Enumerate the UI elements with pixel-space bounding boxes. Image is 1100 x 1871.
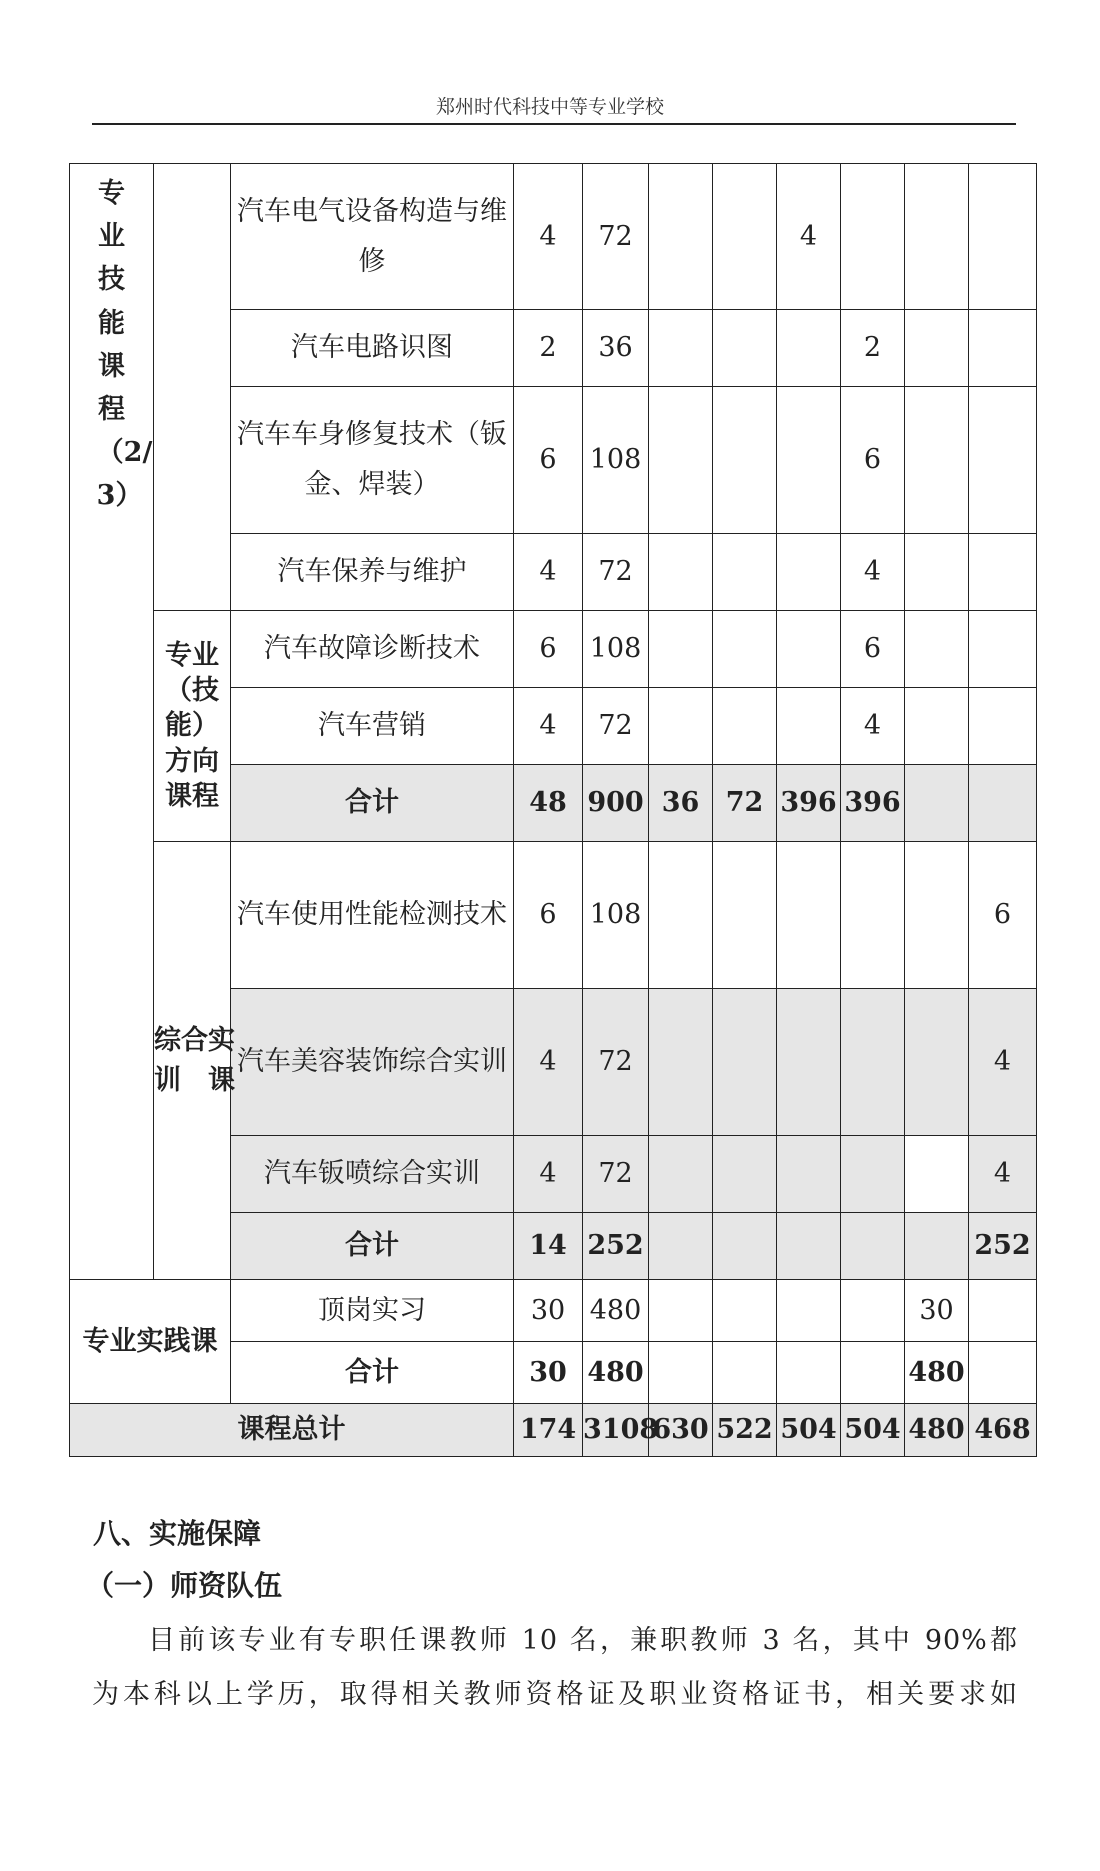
semester-cell: 4 [969, 1136, 1037, 1213]
credits-cell: 48 [514, 765, 583, 842]
hours-cell: 36 [583, 310, 649, 387]
semester-cell: 252 [969, 1213, 1037, 1280]
semester-cell [777, 688, 841, 765]
hours-cell: 72 [583, 534, 649, 611]
semester-cell [969, 310, 1037, 387]
semester-cell: 468 [969, 1404, 1037, 1457]
semester-cell [905, 989, 969, 1136]
hours-cell: 72 [583, 164, 649, 310]
semester-cell [969, 765, 1037, 842]
semester-cell [777, 842, 841, 989]
semester-cell [841, 1136, 905, 1213]
semester-cell [777, 1136, 841, 1213]
semester-cell: 396 [841, 765, 905, 842]
semester-cell [713, 842, 777, 989]
semester-cell [777, 1213, 841, 1280]
semester-cell [649, 1342, 713, 1404]
course-name: 汽车美容装饰综合实训 [231, 989, 514, 1136]
semester-cell [905, 310, 969, 387]
semester-cell [713, 1342, 777, 1404]
semester-cell [841, 1342, 905, 1404]
semester-cell [649, 534, 713, 611]
semester-cell [649, 1280, 713, 1342]
semester-cell [713, 534, 777, 611]
semester-cell [969, 611, 1037, 688]
hours-cell: 900 [583, 765, 649, 842]
semester-cell: 30 [905, 1280, 969, 1342]
hours-cell: 72 [583, 989, 649, 1136]
subsection-title: （一）师资队伍 [86, 1569, 283, 1602]
grand-total-row [70, 1404, 1037, 1457]
semester-cell [969, 387, 1037, 534]
semester-cell [905, 688, 969, 765]
page-header: 郑州时代科技中等专业学校 [435, 96, 664, 118]
semester-cell: 6 [841, 387, 905, 534]
semester-cell [777, 534, 841, 611]
semester-cell: 6 [841, 611, 905, 688]
semester-cell [713, 164, 777, 310]
semester-cell [713, 1136, 777, 1213]
semester-cell [713, 1280, 777, 1342]
table-row [70, 842, 1037, 989]
semester-cell [905, 1136, 969, 1213]
table-row [70, 1280, 1037, 1342]
semester-cell [777, 1342, 841, 1404]
semester-cell [649, 989, 713, 1136]
semester-cell: 630 [649, 1404, 713, 1457]
hours-cell: 3108 [583, 1404, 649, 1457]
credits-cell: 30 [514, 1342, 583, 1404]
credits-cell: 4 [514, 164, 583, 310]
semester-cell: 4 [777, 164, 841, 310]
hours-cell: 252 [583, 1213, 649, 1280]
paragraph-line: 为本科以上学历，取得相关教师资格证及职业资格证书，相关要求如 [92, 1679, 1018, 1710]
hours-cell: 108 [583, 842, 649, 989]
semester-cell: 396 [777, 765, 841, 842]
semester-cell: 2 [841, 310, 905, 387]
course-name: 汽车使用性能检测技术 [231, 842, 514, 989]
semester-cell: 6 [969, 842, 1037, 989]
semester-cell: 36 [649, 765, 713, 842]
semester-cell: 522 [713, 1404, 777, 1457]
semester-cell [841, 1213, 905, 1280]
semester-cell [841, 989, 905, 1136]
paragraph-line: 目前该专业有专职任课教师 10 名，兼职教师 3 名，其中 90%都 [148, 1625, 1018, 1656]
semester-cell [713, 611, 777, 688]
semester-cell [649, 688, 713, 765]
semester-cell: 4 [969, 989, 1037, 1136]
semester-cell [777, 1280, 841, 1342]
semester-cell [649, 1136, 713, 1213]
semester-cell [713, 688, 777, 765]
course-name: 汽车营销 [231, 688, 514, 765]
subtotal-label: 合计 [231, 1342, 514, 1404]
semester-cell [969, 534, 1037, 611]
subcategory-continued [154, 164, 231, 611]
semester-cell [969, 1280, 1037, 1342]
semester-cell: 4 [841, 688, 905, 765]
credits-cell: 4 [514, 688, 583, 765]
semester-cell [905, 611, 969, 688]
credits-cell: 4 [514, 989, 583, 1136]
category-practice: 专业实践课 [70, 1280, 231, 1404]
hours-cell: 108 [583, 611, 649, 688]
semester-cell [777, 310, 841, 387]
course-name: 汽车电气设备构造与维修 [231, 164, 514, 310]
semester-cell [649, 164, 713, 310]
subcategory-direction: 专业（技能）方向课程 [154, 611, 231, 842]
semester-cell [713, 387, 777, 534]
subtotal-label: 合计 [231, 765, 514, 842]
hours-cell: 72 [583, 1136, 649, 1213]
credits-cell: 6 [514, 387, 583, 534]
semester-cell [713, 989, 777, 1136]
semester-cell [905, 1213, 969, 1280]
course-name: 汽车车身修复技术（钣金、焊装） [231, 387, 514, 534]
hours-cell: 480 [583, 1280, 649, 1342]
hours-cell: 108 [583, 387, 649, 534]
hours-cell: 72 [583, 688, 649, 765]
table-row [70, 611, 1037, 688]
credits-cell: 6 [514, 842, 583, 989]
semester-cell [713, 1213, 777, 1280]
credits-cell: 2 [514, 310, 583, 387]
semester-cell [713, 310, 777, 387]
credits-cell: 4 [514, 534, 583, 611]
semester-cell [905, 765, 969, 842]
semester-cell [777, 387, 841, 534]
credits-cell: 14 [514, 1213, 583, 1280]
semester-cell [649, 310, 713, 387]
semester-cell: 504 [777, 1404, 841, 1457]
semester-cell [649, 1213, 713, 1280]
category-professional-skills: 专业技能课程（2/3） [70, 164, 154, 1280]
curriculum-table [69, 163, 1037, 1457]
semester-cell [905, 534, 969, 611]
semester-cell [777, 989, 841, 1136]
semester-cell [777, 611, 841, 688]
semester-cell: 480 [905, 1342, 969, 1404]
semester-cell [841, 842, 905, 989]
semester-cell [905, 164, 969, 310]
semester-cell: 72 [713, 765, 777, 842]
semester-cell: 504 [841, 1404, 905, 1457]
credits-cell: 30 [514, 1280, 583, 1342]
course-name: 汽车钣喷综合实训 [231, 1136, 514, 1213]
credits-cell: 6 [514, 611, 583, 688]
subcategory-comprehensive: 综合实训课 [154, 842, 231, 1280]
semester-cell [841, 1280, 905, 1342]
semester-cell [649, 842, 713, 989]
course-name: 汽车保养与维护 [231, 534, 514, 611]
semester-cell [841, 164, 905, 310]
credits-cell: 174 [514, 1404, 583, 1457]
semester-cell [969, 688, 1037, 765]
course-name: 顶岗实习 [231, 1280, 514, 1342]
header-rule [92, 123, 1016, 125]
semester-cell: 480 [905, 1404, 969, 1457]
course-name: 汽车故障诊断技术 [231, 611, 514, 688]
hours-cell: 480 [583, 1342, 649, 1404]
credits-cell: 4 [514, 1136, 583, 1213]
subtotal-label: 合计 [231, 1213, 514, 1280]
semester-cell: 4 [841, 534, 905, 611]
course-name: 汽车电路识图 [231, 310, 514, 387]
semester-cell [969, 164, 1037, 310]
semester-cell [905, 842, 969, 989]
semester-cell [649, 611, 713, 688]
semester-cell [649, 387, 713, 534]
section-title: 八、实施保障 [93, 1517, 262, 1550]
semester-cell [969, 1342, 1037, 1404]
grand-total-label: 课程总计 [70, 1404, 514, 1457]
table-row [70, 164, 1037, 310]
semester-cell [905, 387, 969, 534]
